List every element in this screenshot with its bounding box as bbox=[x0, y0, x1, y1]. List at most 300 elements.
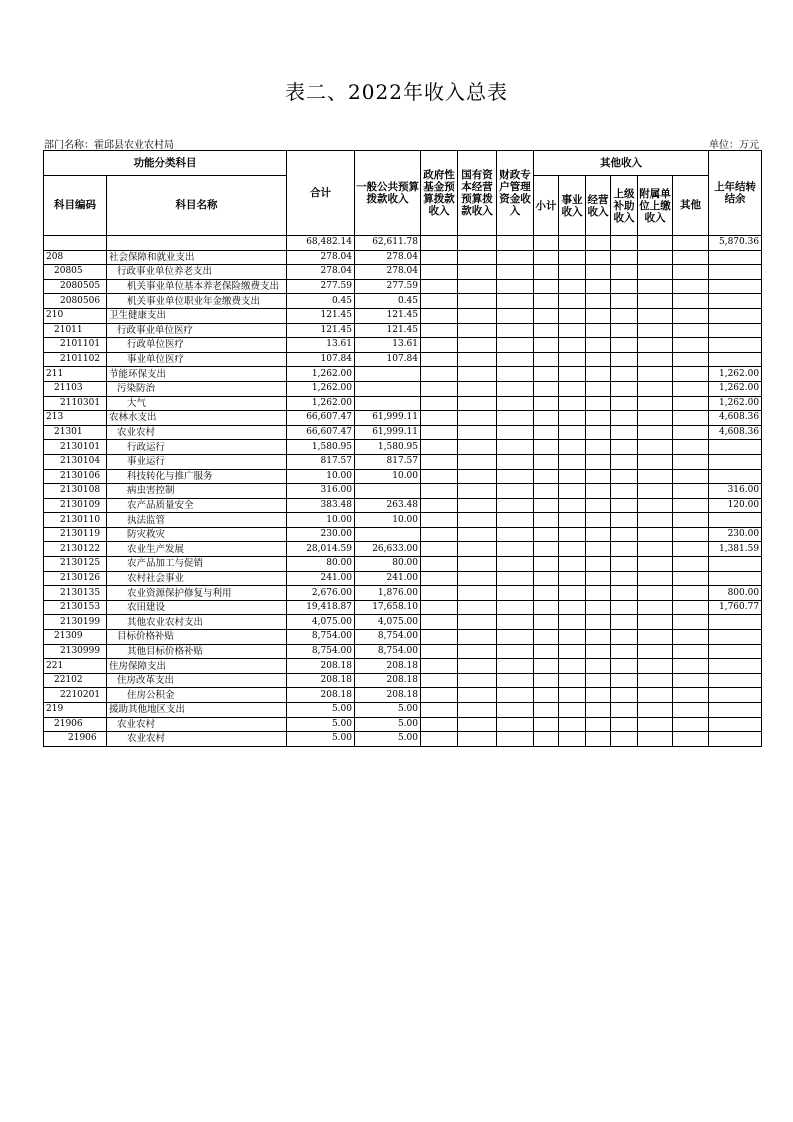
cell-empty bbox=[559, 615, 586, 630]
cell-name: 行政事业单位医疗 bbox=[107, 323, 287, 338]
cell-empty bbox=[611, 352, 638, 367]
cell-general-budget: 277.59 bbox=[355, 279, 421, 294]
cell-empty bbox=[586, 396, 611, 411]
cell-total: 107.84 bbox=[287, 352, 355, 367]
cell-empty bbox=[611, 367, 638, 382]
table-row bbox=[44, 484, 762, 499]
table-row bbox=[44, 586, 762, 601]
table-row bbox=[44, 630, 762, 645]
cell-empty bbox=[534, 396, 559, 411]
cell-empty bbox=[559, 484, 586, 499]
cell-empty bbox=[586, 542, 611, 557]
cell-empty bbox=[673, 717, 709, 732]
cell-empty bbox=[638, 688, 673, 703]
cell-empty bbox=[673, 396, 709, 411]
cell-empty bbox=[638, 513, 673, 528]
cell-total: 8,754.00 bbox=[287, 644, 355, 659]
cell-empty bbox=[458, 411, 497, 426]
cell-empty bbox=[559, 571, 586, 586]
cell-name: 农业资源保护修复与利用 bbox=[107, 586, 287, 601]
cell-total: 817.57 bbox=[287, 454, 355, 469]
cell-empty bbox=[421, 513, 458, 528]
cell-carryover bbox=[709, 265, 762, 280]
cell-empty bbox=[638, 396, 673, 411]
cell-empty bbox=[586, 630, 611, 645]
cell-name: 机关事业单位基本养老保险缴费支出 bbox=[107, 279, 287, 294]
cell-empty bbox=[586, 381, 611, 396]
cell-general-budget: 5.00 bbox=[355, 732, 421, 747]
cell-empty bbox=[534, 542, 559, 557]
cell-code: 2130125 bbox=[44, 557, 107, 572]
cell-empty bbox=[611, 484, 638, 499]
cell-empty bbox=[586, 279, 611, 294]
cell-empty bbox=[611, 732, 638, 747]
cell-empty bbox=[586, 265, 611, 280]
cell-empty bbox=[534, 454, 559, 469]
cell-empty bbox=[421, 527, 458, 542]
cell-code: 2210201 bbox=[44, 688, 107, 703]
cell-empty bbox=[559, 659, 586, 674]
header-total: 合计 bbox=[287, 151, 355, 236]
cell-total: 68,482.14 bbox=[287, 236, 355, 251]
header-name: 科目名称 bbox=[107, 176, 287, 236]
cell-empty bbox=[497, 454, 534, 469]
cell-empty bbox=[638, 367, 673, 382]
cell-general-budget: 61,999.11 bbox=[355, 411, 421, 426]
cell-empty bbox=[586, 688, 611, 703]
cell-empty bbox=[534, 659, 559, 674]
cell-total: 1,262.00 bbox=[287, 381, 355, 396]
cell-empty bbox=[534, 732, 559, 747]
cell-empty bbox=[638, 659, 673, 674]
cell-general-budget: 208.18 bbox=[355, 688, 421, 703]
cell-carryover: 230.00 bbox=[709, 527, 762, 542]
cell-carryover: 4,608.36 bbox=[709, 411, 762, 426]
cell-empty bbox=[458, 732, 497, 747]
cell-empty bbox=[586, 469, 611, 484]
cell-total: 1,262.00 bbox=[287, 367, 355, 382]
cell-empty bbox=[559, 600, 586, 615]
cell-general-budget: 263.48 bbox=[355, 498, 421, 513]
cell-name: 援助其他地区支出 bbox=[107, 703, 287, 718]
cell-empty bbox=[559, 352, 586, 367]
cell-empty bbox=[458, 236, 497, 251]
cell-empty bbox=[458, 527, 497, 542]
cell-empty bbox=[673, 381, 709, 396]
cell-empty bbox=[673, 265, 709, 280]
cell-empty bbox=[611, 279, 638, 294]
cell-empty bbox=[458, 630, 497, 645]
cell-empty bbox=[458, 440, 497, 455]
cell-name: 节能环保支出 bbox=[107, 367, 287, 382]
cell-empty bbox=[673, 411, 709, 426]
cell-empty bbox=[421, 644, 458, 659]
cell-empty bbox=[586, 703, 611, 718]
cell-empty bbox=[638, 381, 673, 396]
cell-total: 5.00 bbox=[287, 717, 355, 732]
cell-empty bbox=[421, 250, 458, 265]
cell-empty bbox=[458, 513, 497, 528]
cell-empty bbox=[673, 367, 709, 382]
cell-code: 2080505 bbox=[44, 279, 107, 294]
table-row bbox=[44, 265, 762, 280]
cell-empty bbox=[534, 294, 559, 309]
cell-total: 4,075.00 bbox=[287, 615, 355, 630]
cell-empty bbox=[458, 542, 497, 557]
cell-empty bbox=[559, 250, 586, 265]
cell-name: 农产品质量安全 bbox=[107, 498, 287, 513]
cell-name: 农业农村 bbox=[107, 732, 287, 747]
cell-empty bbox=[586, 236, 611, 251]
cell-empty bbox=[458, 250, 497, 265]
cell-empty bbox=[421, 411, 458, 426]
cell-empty bbox=[497, 411, 534, 426]
cell-total: 278.04 bbox=[287, 265, 355, 280]
cell-empty bbox=[611, 454, 638, 469]
cell-code: 21906 bbox=[44, 717, 107, 732]
cell-empty bbox=[534, 469, 559, 484]
cell-code: 2130126 bbox=[44, 571, 107, 586]
cell-name: 病虫害控制 bbox=[107, 484, 287, 499]
cell-empty bbox=[458, 717, 497, 732]
cell-empty bbox=[421, 279, 458, 294]
cell-empty bbox=[673, 279, 709, 294]
cell-empty bbox=[611, 250, 638, 265]
cell-empty bbox=[586, 294, 611, 309]
cell-total: 208.18 bbox=[287, 688, 355, 703]
cell-empty bbox=[534, 673, 559, 688]
cell-carryover bbox=[709, 615, 762, 630]
cell-empty bbox=[534, 411, 559, 426]
cell-empty bbox=[559, 586, 586, 601]
cell-empty bbox=[586, 659, 611, 674]
cell-empty bbox=[559, 265, 586, 280]
cell-carryover bbox=[709, 630, 762, 645]
cell-empty bbox=[458, 688, 497, 703]
department-label: 部门名称：霍邱县农业农村局 bbox=[44, 140, 174, 151]
cell-empty bbox=[497, 557, 534, 572]
cell-empty bbox=[611, 688, 638, 703]
unit-label: 单位：万元 bbox=[709, 140, 759, 151]
cell-empty bbox=[534, 630, 559, 645]
cell-empty bbox=[421, 454, 458, 469]
cell-empty bbox=[673, 323, 709, 338]
cell-total: 13.61 bbox=[287, 338, 355, 353]
table-row bbox=[44, 557, 762, 572]
cell-empty bbox=[611, 542, 638, 557]
cell-carryover bbox=[709, 294, 762, 309]
cell-code: 21301 bbox=[44, 425, 107, 440]
cell-empty bbox=[458, 265, 497, 280]
cell-general-budget bbox=[355, 381, 421, 396]
cell-general-budget: 17,658.10 bbox=[355, 600, 421, 615]
cell-carryover: 120.00 bbox=[709, 498, 762, 513]
cell-empty bbox=[586, 586, 611, 601]
cell-empty bbox=[638, 352, 673, 367]
cell-empty bbox=[611, 557, 638, 572]
cell-empty bbox=[638, 236, 673, 251]
cell-empty bbox=[638, 484, 673, 499]
cell-carryover: 1,262.00 bbox=[709, 367, 762, 382]
cell-carryover: 316.00 bbox=[709, 484, 762, 499]
table-row bbox=[44, 513, 762, 528]
cell-empty bbox=[421, 236, 458, 251]
cell-empty bbox=[421, 703, 458, 718]
cell-empty bbox=[611, 659, 638, 674]
cell-empty bbox=[497, 659, 534, 674]
cell-empty bbox=[534, 484, 559, 499]
cell-empty bbox=[673, 630, 709, 645]
cell-empty bbox=[458, 586, 497, 601]
cell-empty bbox=[534, 527, 559, 542]
cell-empty bbox=[497, 703, 534, 718]
cell-empty bbox=[638, 557, 673, 572]
cell-empty bbox=[534, 498, 559, 513]
cell-empty bbox=[421, 469, 458, 484]
cell-empty bbox=[421, 659, 458, 674]
cell-empty bbox=[559, 396, 586, 411]
cell-total: 278.04 bbox=[287, 250, 355, 265]
cell-code bbox=[44, 236, 107, 251]
cell-general-budget: 10.00 bbox=[355, 469, 421, 484]
cell-empty bbox=[497, 644, 534, 659]
cell-empty bbox=[673, 703, 709, 718]
cell-name: 农产品加工与促销 bbox=[107, 557, 287, 572]
cell-empty bbox=[497, 527, 534, 542]
cell-empty bbox=[638, 250, 673, 265]
table-row bbox=[44, 659, 762, 674]
cell-code: 2101102 bbox=[44, 352, 107, 367]
cell-empty bbox=[559, 425, 586, 440]
table-row bbox=[44, 615, 762, 630]
cell-empty bbox=[458, 279, 497, 294]
cell-general-budget: 8,754.00 bbox=[355, 630, 421, 645]
cell-code: 22102 bbox=[44, 673, 107, 688]
cell-code: 2130135 bbox=[44, 586, 107, 601]
cell-empty bbox=[421, 717, 458, 732]
cell-empty bbox=[497, 425, 534, 440]
cell-empty bbox=[421, 600, 458, 615]
cell-carryover bbox=[709, 352, 762, 367]
cell-empty bbox=[458, 352, 497, 367]
cell-empty bbox=[638, 411, 673, 426]
cell-empty bbox=[586, 308, 611, 323]
cell-empty bbox=[559, 732, 586, 747]
cell-empty bbox=[586, 440, 611, 455]
cell-code: 2080506 bbox=[44, 294, 107, 309]
cell-empty bbox=[673, 659, 709, 674]
cell-empty bbox=[673, 425, 709, 440]
cell-empty bbox=[611, 440, 638, 455]
cell-general-budget bbox=[355, 527, 421, 542]
cell-empty bbox=[458, 338, 497, 353]
cell-empty bbox=[534, 644, 559, 659]
cell-empty bbox=[673, 513, 709, 528]
cell-code: 2101101 bbox=[44, 338, 107, 353]
cell-empty bbox=[638, 703, 673, 718]
cell-empty bbox=[611, 630, 638, 645]
cell-empty bbox=[497, 586, 534, 601]
cell-general-budget: 80.00 bbox=[355, 557, 421, 572]
cell-code: 2130119 bbox=[44, 527, 107, 542]
cell-total: 208.18 bbox=[287, 659, 355, 674]
cell-empty bbox=[638, 644, 673, 659]
cell-total: 121.45 bbox=[287, 308, 355, 323]
table-row bbox=[44, 454, 762, 469]
cell-empty bbox=[534, 367, 559, 382]
cell-carryover bbox=[709, 513, 762, 528]
header-superior-subsidy: 上级补助收入 bbox=[611, 176, 638, 236]
cell-empty bbox=[638, 279, 673, 294]
cell-name: 科技转化与推广服务 bbox=[107, 469, 287, 484]
cell-empty bbox=[458, 294, 497, 309]
cell-total: 383.48 bbox=[287, 498, 355, 513]
cell-name: 农业生产发展 bbox=[107, 542, 287, 557]
cell-empty bbox=[421, 352, 458, 367]
cell-general-budget: 5.00 bbox=[355, 703, 421, 718]
cell-carryover: 1,262.00 bbox=[709, 396, 762, 411]
cell-empty bbox=[673, 600, 709, 615]
cell-empty bbox=[611, 294, 638, 309]
cell-empty bbox=[611, 717, 638, 732]
cell-carryover bbox=[709, 571, 762, 586]
cell-name: 事业单位医疗 bbox=[107, 352, 287, 367]
cell-carryover bbox=[709, 644, 762, 659]
cell-empty bbox=[497, 381, 534, 396]
cell-empty bbox=[673, 250, 709, 265]
cell-empty bbox=[638, 440, 673, 455]
cell-empty bbox=[458, 703, 497, 718]
cell-empty bbox=[673, 338, 709, 353]
cell-name: 执法监管 bbox=[107, 513, 287, 528]
table-row bbox=[44, 673, 762, 688]
cell-empty bbox=[497, 440, 534, 455]
cell-total: 2,676.00 bbox=[287, 586, 355, 601]
cell-code: 2130999 bbox=[44, 644, 107, 659]
cell-empty bbox=[586, 498, 611, 513]
cell-empty bbox=[458, 615, 497, 630]
cell-empty bbox=[559, 381, 586, 396]
cell-general-budget: 241.00 bbox=[355, 571, 421, 586]
cell-empty bbox=[421, 673, 458, 688]
cell-empty bbox=[497, 513, 534, 528]
cell-empty bbox=[611, 308, 638, 323]
cell-empty bbox=[421, 381, 458, 396]
cell-empty bbox=[673, 484, 709, 499]
cell-general-budget: 13.61 bbox=[355, 338, 421, 353]
cell-total: 80.00 bbox=[287, 557, 355, 572]
cell-empty bbox=[611, 323, 638, 338]
cell-code: 2130104 bbox=[44, 454, 107, 469]
cell-total: 5.00 bbox=[287, 703, 355, 718]
cell-empty bbox=[458, 484, 497, 499]
income-summary-table bbox=[43, 150, 762, 747]
cell-empty bbox=[458, 600, 497, 615]
cell-name: 住房公积金 bbox=[107, 688, 287, 703]
cell-empty bbox=[673, 644, 709, 659]
cell-empty bbox=[638, 323, 673, 338]
cell-empty bbox=[559, 469, 586, 484]
table-row bbox=[44, 352, 762, 367]
cell-name: 大气 bbox=[107, 396, 287, 411]
cell-code: 208 bbox=[44, 250, 107, 265]
cell-empty bbox=[586, 454, 611, 469]
table-row bbox=[44, 279, 762, 294]
cell-name: 农业农村 bbox=[107, 425, 287, 440]
cell-empty bbox=[586, 484, 611, 499]
cell-empty bbox=[586, 352, 611, 367]
cell-empty bbox=[534, 615, 559, 630]
cell-general-budget: 278.04 bbox=[355, 265, 421, 280]
cell-empty bbox=[559, 513, 586, 528]
table-row bbox=[44, 732, 762, 747]
cell-empty bbox=[534, 425, 559, 440]
cell-general-budget: 5.00 bbox=[355, 717, 421, 732]
cell-code: 2130106 bbox=[44, 469, 107, 484]
header-business: 事业收入 bbox=[559, 176, 586, 236]
cell-carryover: 800.00 bbox=[709, 586, 762, 601]
header-state-capital: 国有资本经营预算拨款收入 bbox=[458, 151, 497, 236]
cell-empty bbox=[559, 411, 586, 426]
cell-general-budget: 1,876.00 bbox=[355, 586, 421, 601]
cell-empty bbox=[638, 571, 673, 586]
cell-empty bbox=[497, 571, 534, 586]
cell-general-budget: 26,633.00 bbox=[355, 542, 421, 557]
cell-empty bbox=[559, 279, 586, 294]
cell-general-budget: 121.45 bbox=[355, 308, 421, 323]
cell-empty bbox=[673, 615, 709, 630]
cell-empty bbox=[611, 644, 638, 659]
cell-empty bbox=[497, 323, 534, 338]
cell-empty bbox=[673, 498, 709, 513]
cell-empty bbox=[611, 513, 638, 528]
cell-empty bbox=[611, 498, 638, 513]
cell-total: 0.45 bbox=[287, 294, 355, 309]
header-gov-fund: 政府性基金预算拨款收入 bbox=[421, 151, 458, 236]
cell-empty bbox=[673, 527, 709, 542]
cell-code: 2130101 bbox=[44, 440, 107, 455]
table-row bbox=[44, 381, 762, 396]
cell-empty bbox=[586, 717, 611, 732]
cell-carryover bbox=[709, 279, 762, 294]
cell-empty bbox=[534, 352, 559, 367]
cell-empty bbox=[559, 542, 586, 557]
cell-empty bbox=[497, 294, 534, 309]
cell-name: 其他农业农村支出 bbox=[107, 615, 287, 630]
cell-empty bbox=[638, 615, 673, 630]
cell-code: 211 bbox=[44, 367, 107, 382]
table-row bbox=[44, 469, 762, 484]
header-other-income: 其他收入 bbox=[534, 151, 709, 176]
cell-empty bbox=[559, 308, 586, 323]
cell-empty bbox=[673, 308, 709, 323]
cell-empty bbox=[421, 630, 458, 645]
cell-total: 121.45 bbox=[287, 323, 355, 338]
cell-code: 21906 bbox=[44, 732, 107, 747]
cell-empty bbox=[458, 381, 497, 396]
cell-empty bbox=[586, 323, 611, 338]
cell-general-budget: 61,999.11 bbox=[355, 425, 421, 440]
cell-name: 其他目标价格补贴 bbox=[107, 644, 287, 659]
cell-empty bbox=[421, 732, 458, 747]
cell-empty bbox=[586, 571, 611, 586]
cell-empty bbox=[638, 265, 673, 280]
cell-empty bbox=[673, 542, 709, 557]
cell-empty bbox=[559, 440, 586, 455]
cell-carryover: 5,870.36 bbox=[709, 236, 762, 251]
cell-general-budget: 208.18 bbox=[355, 673, 421, 688]
cell-empty bbox=[458, 396, 497, 411]
